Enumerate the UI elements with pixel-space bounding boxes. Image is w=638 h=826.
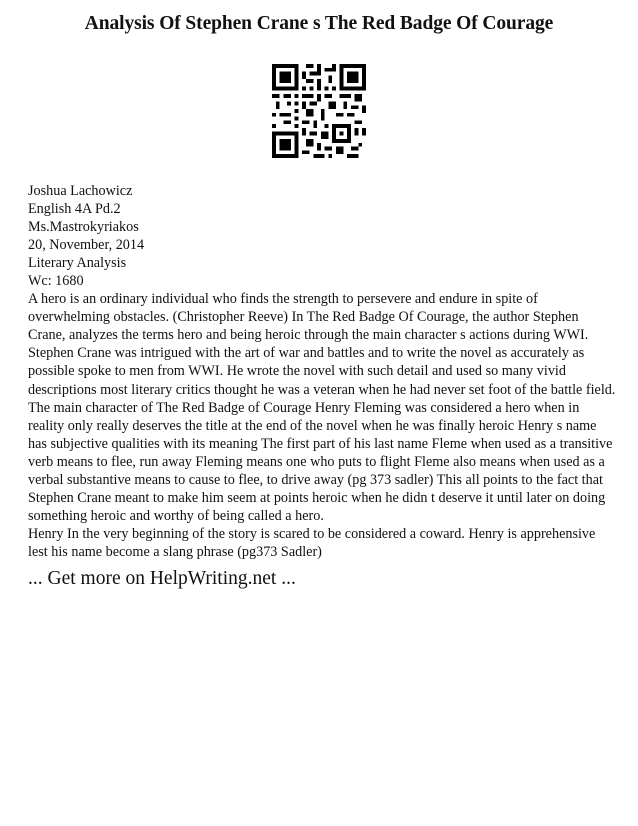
- paragraph-1: A hero is an ordinary individual who finds the strength to persevere and endure in spite of overwhelming obstacles. (Christopher Reeve) In The Red Badge Of Courage, the author Stephen Crane, analyzes the terms hero and being heroic through the main character s actions during WWI. Stephen Crane was intrigued with the art of war and battles and to write the novel as accurately as possible spoke to men from WWI. He wrote the novel with such detail and used so many vivid descriptions most literary critics thought he was a veteran when he had never set foot of the battle field.: [28, 291, 616, 398]
- paragraph-3: Henry In the very beginning of the story is scared to be considered a coward. Henry is apprehensive lest his name become a slang phrase (pg373 Sadler): [28, 525, 596, 560]
- teacher-name: Ms.Mastrokyriakos: [28, 219, 139, 236]
- document-title: Analysis Of Stephen Crane s The Red Badge Of Courage: [84, 13, 554, 34]
- word-count: Wc: 1680: [28, 273, 84, 290]
- document-date: 20, November, 2014: [28, 237, 145, 254]
- paragraph-2: The main character of The Red Badge of Courage Henry Fleming was considered a hero when in reality only really deserves the title at the end of the novel when he was finally heroic Henry s name has subjective qualities with its meaning The first part of his last name Fleme when used as a transitive verb means to flee, run away Fleming means one who puts to flight Fleme also means when used as a verbal substantive means to cause to flee, to drive away (pg 373 sadler) This all points to the fact that Stephen Crane meant to make him seem at points heroic when he didn t deserve it until later on doing something heroic and worthy of being called a hero.: [28, 399, 613, 524]
- class-period: English 4A Pd.2: [28, 201, 121, 218]
- get-more-link[interactable]: ... Get more on HelpWriting.net ...: [28, 568, 296, 589]
- document-type: Literary Analysis: [28, 255, 127, 272]
- document-body: [28, 182, 616, 561]
- author-name: Joshua Lachowicz: [28, 183, 133, 199]
- qr-code-icon: [272, 64, 366, 158]
